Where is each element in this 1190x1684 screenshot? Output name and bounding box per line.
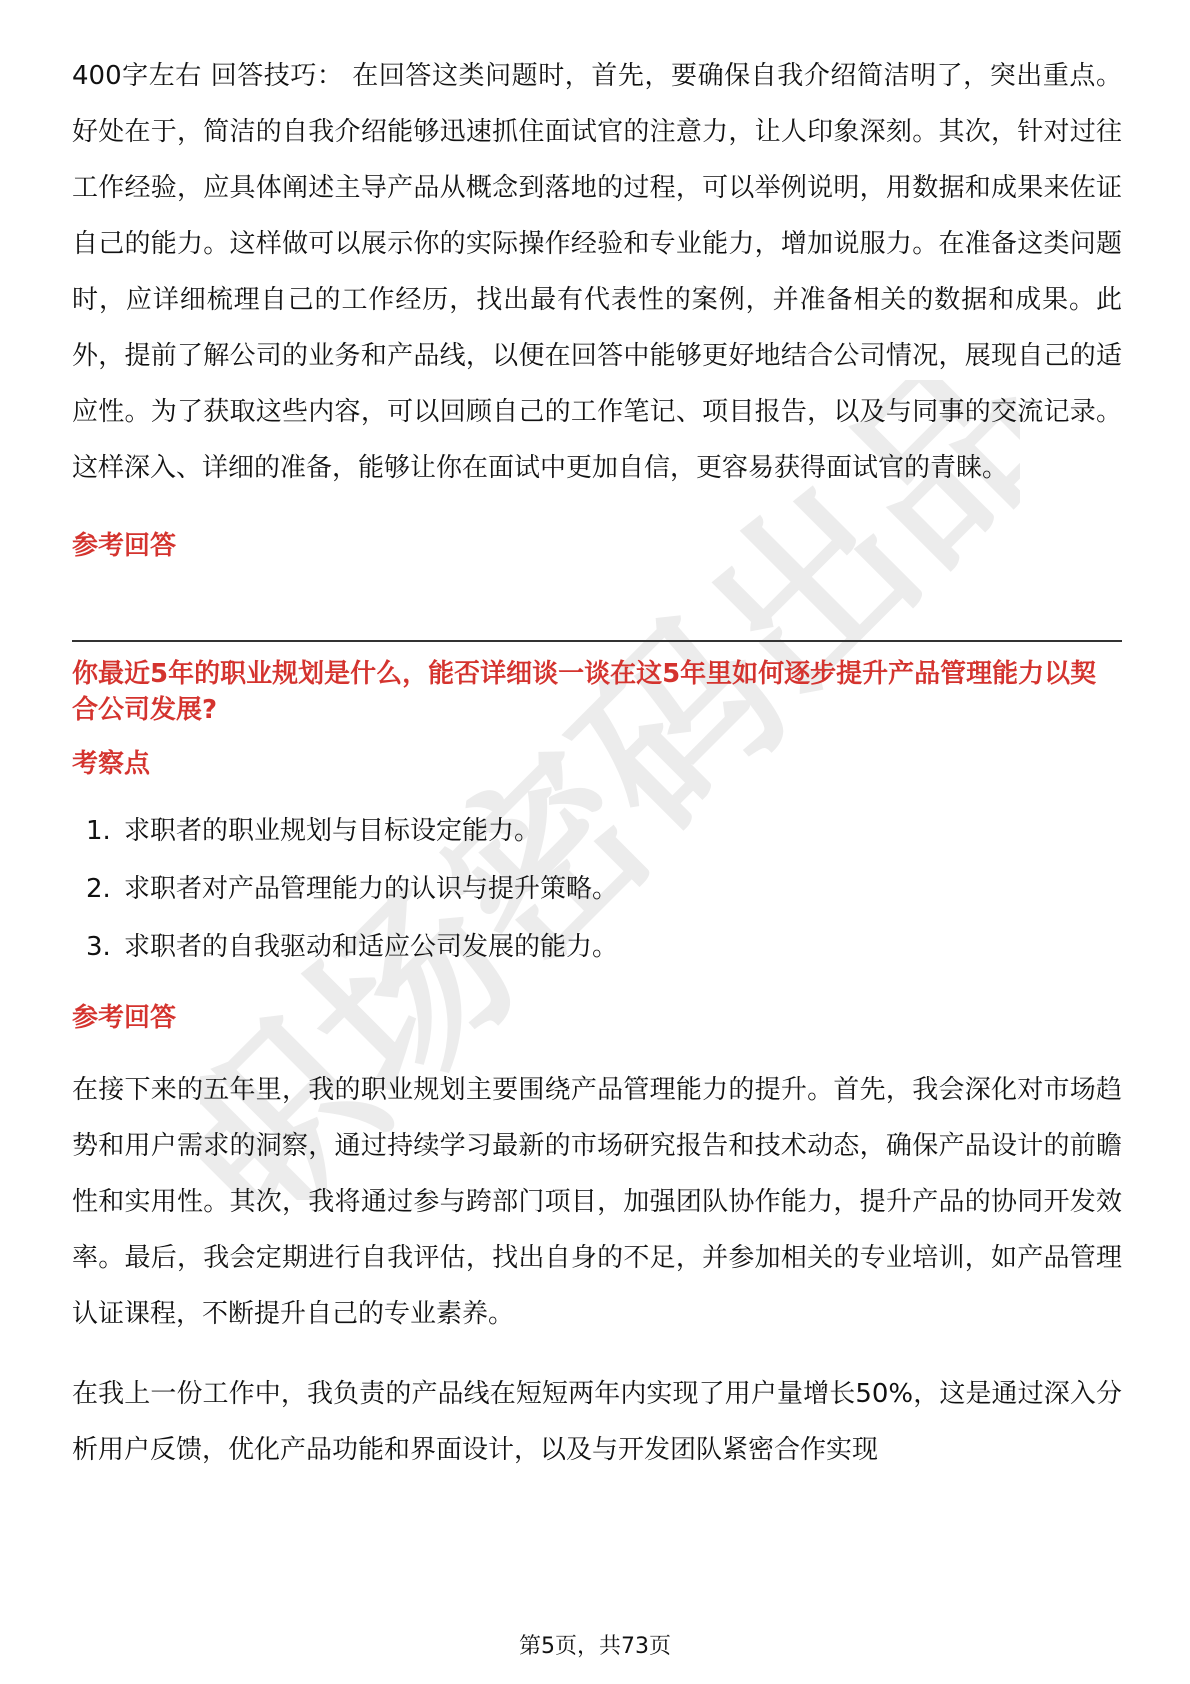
intro-paragraph: 400字左右 回答技巧： 在回答这类问题时，首先，要确保自我介绍简洁明了，突出重点。好处在于，简洁的自我介绍能够迅速抓住面试官的注意力，让人印象深刻。其次，针对过往工作经验，应具体阐述主导产品从概念到落地的过程，可以举例说明，用数据和成果来佐证自己的能力。这样做可以展示你的实际操作经验和专业能力，增加说服力。在准备这类问题时，应详细梳理自己的工作经历，找出最有代表性的案例，并准备相关的数据和成果。此外，提前了解公司的业务和产品线，以便在回答中能够更好地结合公司情况，展现自己的适应性。为了获取这些内容，可以回顾自己的工作笔记、项目报告，以及与同事的交流记录。这样深入、详细的准备，能够让你在面试中更加自信，更容易获得面试官的青睐。 — [72, 61, 1122, 483]
reference-answer-label: 参考回答 — [72, 531, 177, 561]
page-content — [72, 48, 1122, 1478]
assessment-points-label: 考察点 — [72, 749, 151, 779]
list-item — [72, 802, 1122, 860]
assessment-points-list — [72, 802, 1122, 976]
answer-paragraph: 在接下来的五年里，我的职业规划主要围绕产品管理能力的提升。首先，我会深化对市场趋势和用户需求的洞察，通过持续学习最新的市场研究报告和技术动态，确保产品设计的前瞻性和实用性。其次，我将通过参与跨部门项目，加强团队协作能力，提升产品的协同开发效率。最后，我会定期进行自我评估，找出自身的不足，并参加相关的专业培训，如产品管理认证课程，不断提升自己的专业素养。 — [72, 1075, 1122, 1329]
list-item-text: 求职者的自我驱动和适应公司发展的能力。 — [124, 932, 619, 962]
list-item-text: 求职者的职业规划与目标设定能力。 — [124, 816, 541, 846]
list-item-number: 2. — [86, 874, 111, 904]
list-item-number: 1. — [86, 816, 111, 846]
question-heading: 你最近5年的职业规划是什么，能否详细谈一谈在这5年里如何逐步提升产品管理能力以契合公司发展? — [72, 659, 1097, 725]
list-item — [72, 918, 1122, 976]
section-divider — [72, 640, 1122, 642]
reference-answer-label: 参考回答 — [72, 1003, 177, 1033]
list-item — [72, 860, 1122, 918]
answer-paragraph: 在我上一份工作中，我负责的产品线在短短两年内实现了用户量增长50%，这是通过深入分析用户反馈，优化产品功能和界面设计，以及与开发团队紧密合作实现 — [72, 1379, 1122, 1465]
list-item-number: 3. — [86, 932, 111, 962]
watermark-text: 职场密码出品 — [200, 380, 1020, 1200]
page-footer: 第5页，共73页 — [519, 1634, 671, 1659]
list-item-text: 求职者对产品管理能力的认识与提升策略。 — [124, 874, 619, 904]
